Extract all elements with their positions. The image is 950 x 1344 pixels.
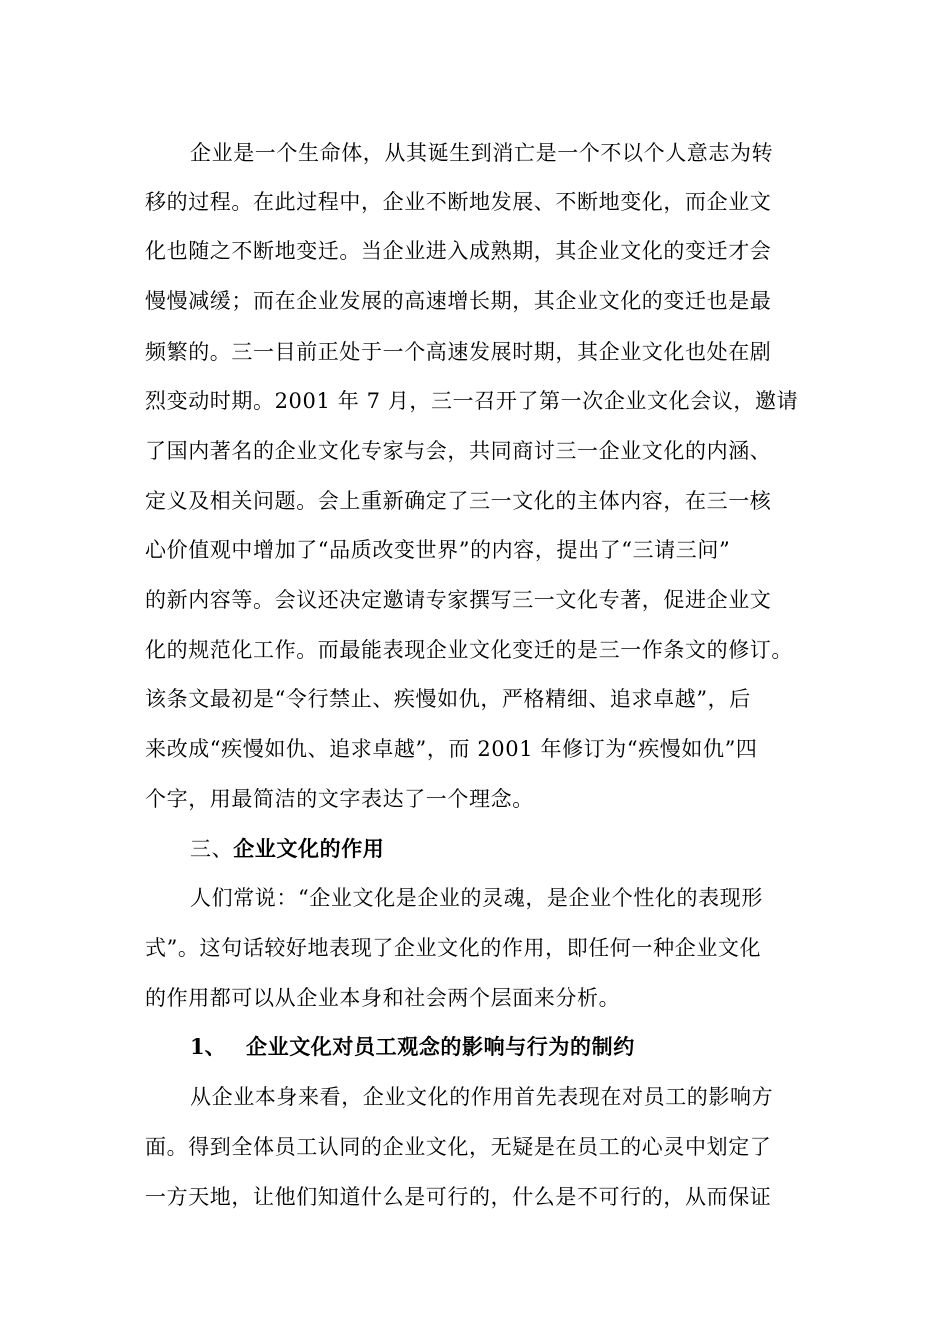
paragraph-1-line-12: 该条文最初是“令行禁止、疾慢如仇，严格精细、追求卓越”，后 (145, 687, 751, 711)
section-heading-3 (190, 836, 384, 862)
section-heading-title: 企业文化的作用 (233, 836, 385, 861)
paragraph-2-line-3: 的作用都可以从企业本身和社会两个层面来分析。 (145, 986, 621, 1010)
paragraph-1-line-3: 化也随之不断地变迁。当企业进入成熟期，其企业文化的变迁才会 (145, 239, 772, 263)
section-heading-prefix: 三、 (190, 837, 234, 861)
paragraph-1-line-10: 的新内容等。会议还决定邀请专家撰写三一文化专著，促进企业文 (145, 588, 772, 612)
paragraph-1-line-14: 个字，用最简洁的文字表达了一个理念。 (145, 787, 534, 811)
subsection-number: 1、 (190, 1034, 226, 1059)
paragraph-1-line-13: 来改成“疾慢如仇、追求卓越”，而 2001 年修订为“疾慢如仇”四 (145, 737, 758, 761)
paragraph-1-line-1: 企业是一个生命体，从其诞生到消亡是一个不以个人意志为转 (190, 141, 774, 165)
paragraph-3-line-1: 从企业本身来看，企业文化的作用首先表现在对员工的影响方 (190, 1085, 774, 1109)
paragraph-1-line-7: 了国内著名的企业文化专家与会，共同商讨三一企业文化的内涵、 (145, 439, 772, 463)
paragraph-3-line-3: 一方天地，让他们知道什么是可行的，什么是不可行的，从而保证 (145, 1185, 772, 1209)
paragraph-2-line-1: 人们常说：“企业文化是企业的灵魂，是企业个性化的表现形 (190, 886, 763, 910)
paragraph-2-line-2: 式”。这句话较好地表现了企业文化的作用，即任何一种企业文化 (145, 936, 762, 960)
paragraph-1-line-8: 定义及相关问题。会上重新确定了三一文化的主体内容，在三一核 (145, 489, 772, 513)
paragraph-1-line-2: 移的过程。在此过程中，企业不断地发展、不断地变化，而企业文 (145, 190, 772, 214)
paragraph-1-line-11: 化的规范化工作。而最能表现企业文化变迁的是三一作条文的修订。 (145, 638, 793, 662)
paragraph-1-line-9: 心价值观中增加了“品质改变世界”的内容，提出了“三请三问” (145, 538, 731, 562)
paragraph-3-line-2: 面。得到全体员工认同的企业文化，无疑是在员工的心灵中划定了 (145, 1135, 772, 1159)
subsection-title: 企业文化对员工观念的影响与行为的制约 (246, 1034, 635, 1059)
paragraph-1-line-5: 频繁的。三一目前正处于一个高速发展时期，其企业文化也处在剧 (145, 340, 772, 364)
paragraph-1-line-6: 烈变动时期。2001 年 7 月，三一召开了第一次企业文化会议，邀请 (145, 389, 799, 413)
paragraph-1-line-4: 慢慢减缓；而在企业发展的高速增长期，其企业文化的变迁也是最 (145, 289, 772, 313)
